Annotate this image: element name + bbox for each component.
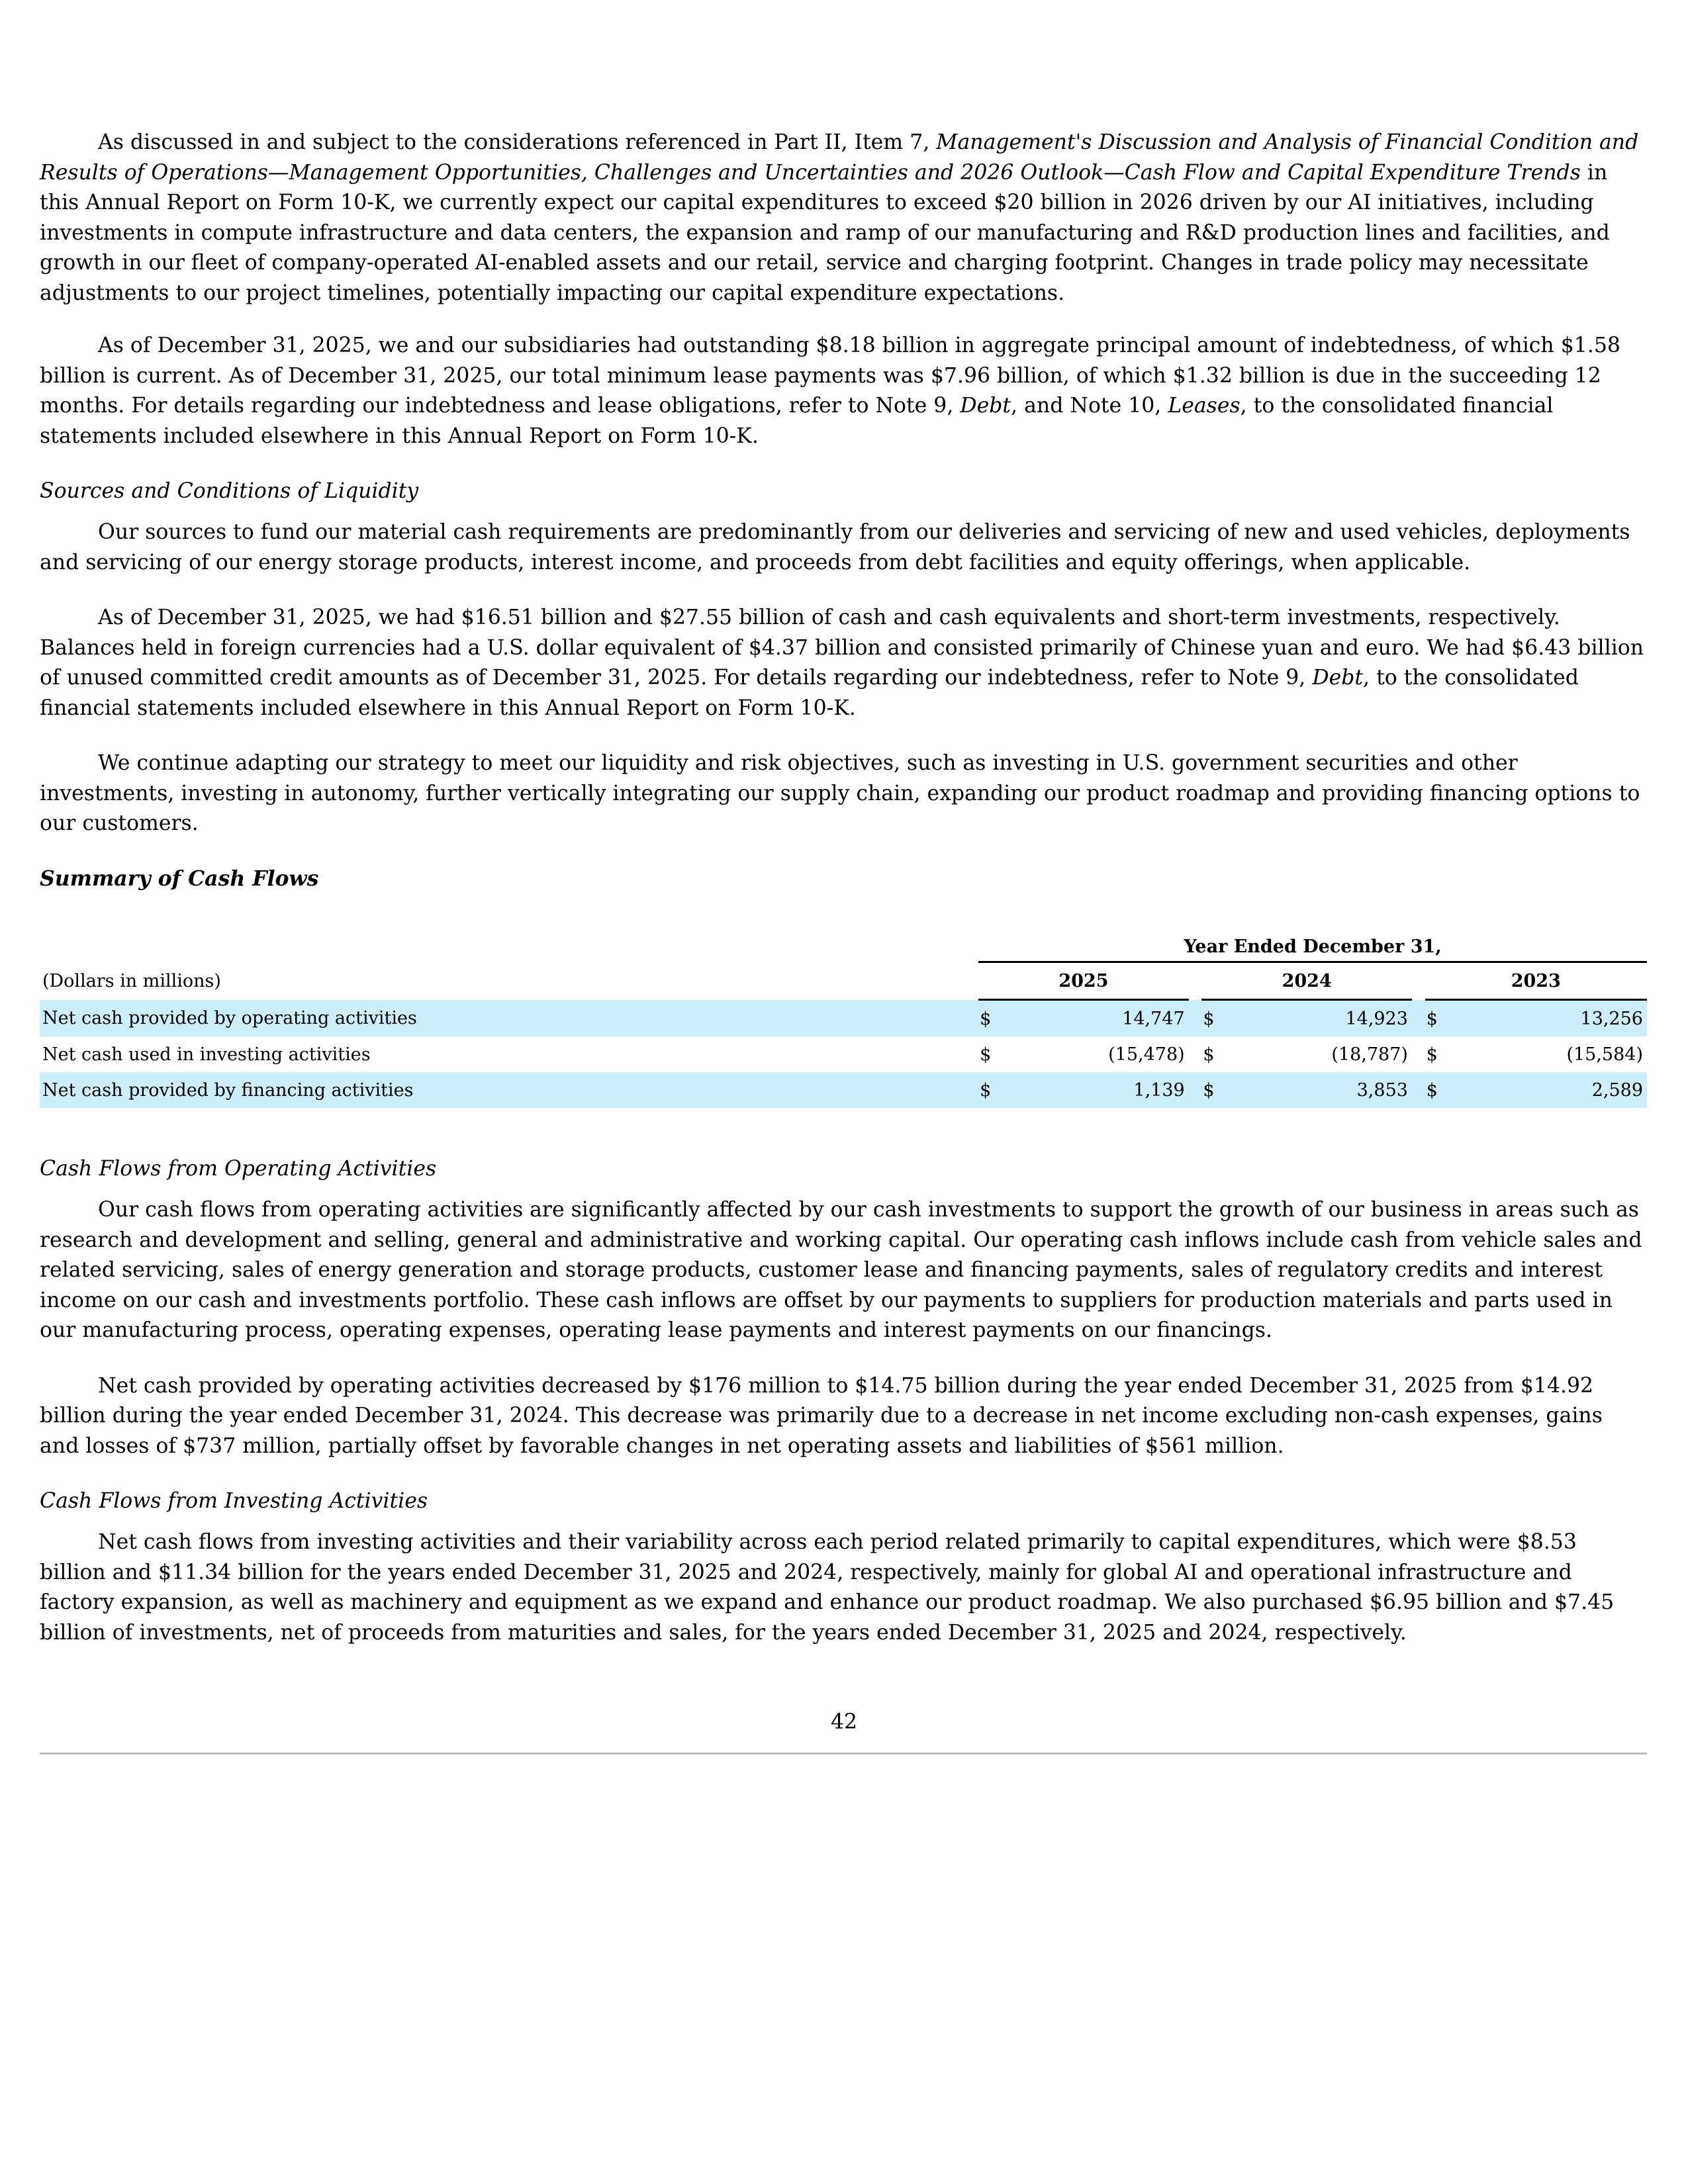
- paragraph-funding-sources: Our sources to fund our material cash requirements are predominantly from our deliveries and servicing of new and used vehicles, deployments and servicing of our energy storage products, interest income, and proceeds from debt facilities and equity offerings, when applicable.: [40, 520, 1630, 574]
- paragraph-strategy: We continue adapting our strategy to meet our liquidity and risk objectives, such as investing in U.S. government securities and other investments, investing in autonomy, further vertically integrating our supply chain, expanding our product roadmap and providing financing options to our customers.: [40, 751, 1640, 835]
- row-label: Net cash provided by operating activities: [40, 1000, 978, 1037]
- currency-symbol: $: [1201, 1072, 1221, 1108]
- table-row: [40, 1036, 1647, 1072]
- note-reference-debt: Debt: [960, 394, 1011, 418]
- cell-value: 14,923: [1221, 1000, 1412, 1037]
- summary-of-cash-flows-heading: Summary of Cash Flows: [40, 866, 319, 891]
- text-run: in this Annual Report on Form 10-K, we currently expect our capital expenditures to exceed $20 billion in 2026 driven by our AI initiatives, including investments in compute infrastructure and data centers, the expansion and ramp of our manufacturing and R&D production lines and facilities, and growth in our fleet of company-operated AI-enabled assets and our retail, service and charging footprint. Changes in trade policy may necessitate adjustments to our project timelines, potentially impacting our capital expenditure expectations.: [40, 160, 1610, 305]
- cell-value: 3,853: [1221, 1072, 1412, 1108]
- page-number: 42: [830, 1710, 858, 1734]
- currency-symbol: $: [1425, 1000, 1445, 1037]
- text-run: As of December 31, 2025, we and our subsidiaries had outstanding $8.18 billion in aggregate principal amount of indebtedness, of which $1.58 billion is current. As of December 31, 2025, our total minimum lease payments was $7.96 billion, of which $1.32 billion is due in the succeeding 12 months. For details regarding our indebtedness and lease obligations, refer to Note 9,: [40, 334, 1620, 418]
- year-header-2023: 2023: [1425, 962, 1647, 1000]
- paragraph-capex-outlook: [40, 128, 1647, 308]
- row-label: Net cash provided by financing activities: [40, 1072, 978, 1108]
- note-reference-debt: Debt: [1312, 666, 1364, 690]
- text-run: , and Note 10,: [1011, 394, 1168, 418]
- year-ended-header: Year Ended December 31,: [978, 927, 1647, 962]
- liquidity-heading: Sources and Conditions of Liquidity: [40, 479, 419, 503]
- document-body: [40, 128, 1647, 1673]
- paragraph-cash-balances: [40, 603, 1647, 723]
- cell-value: 1,139: [998, 1072, 1189, 1108]
- year-header-2024: 2024: [1201, 962, 1412, 1000]
- cross-reference-title: Management's Discussion and Analysis of Financial Condition and Results of Operations—Management Opportunities, Challenges and Uncertainties and 2026 Outlook—Cash Flow and Capital Expenditure Trends: [40, 130, 1639, 185]
- table-row: [40, 1000, 1647, 1037]
- cell-value: (15,584): [1566, 1044, 1643, 1065]
- paragraph-investing: Net cash flows from investing activities and their variability across each period related primarily to capital expenditures, which were $8.53 billion and $11.34 billion for the years ended December 31, 2025 and 2024, respectively, mainly for global AI and operational infrastructure and factory expansion, as well as machinery and equipment as we expand and enhance our product roadmap. We also purchased $6.95 billion and $7.45 billion of investments, net of proceeds from maturities and sales, for the years ended December 31, 2025 and 2024, respectively.: [40, 1530, 1615, 1645]
- table-header-blank: [40, 927, 978, 962]
- text-run: As of December 31, 2025, we had $16.51 billion and $27.55 billion of cash and cash equivalents and short-term investments, respectively. Balances held in foreign currencies had a U.S. dollar equivalent of $4.37 billion and consisted primarily of Chinese yuan and euro. We had $6.43 billion of unused committed credit amounts as of December 31, 2025. For details regarding our indebtedness, refer to Note 9,: [40, 606, 1644, 690]
- cell-value: 13,256: [1444, 1000, 1647, 1037]
- units-label: (Dollars in millions): [42, 970, 221, 991]
- row-label: Net cash used in investing activities: [42, 1044, 371, 1065]
- investing-activities-heading: Cash Flows from Investing Activities: [40, 1489, 428, 1513]
- cell-value: (18,787): [1331, 1044, 1408, 1065]
- currency-symbol: $: [1426, 1044, 1438, 1065]
- table-row: [40, 1072, 1647, 1108]
- currency-symbol: $: [1203, 1044, 1215, 1065]
- paragraph-operating-change: Net cash provided by operating activities decreased by $176 million to $14.75 billion during the year ended December 31, 2025 from $14.92 billion during the year ended December 31, 2024. This decrease was primarily due to a decrease in net income excluding non-cash expenses, gains and losses of $737 million, partially offset by favorable changes in net operating assets and liabilities of $561 million.: [40, 1373, 1603, 1458]
- paragraph-operating-drivers: Our cash flows from operating activities are significantly affected by our cash investments to support the growth of our business in areas such as research and development and selling, general and administrative and working capital. Our operating cash inflows include cash from vehicle sales and related servicing, sales of energy generation and storage products, customer lease and financing payments, sales of regulatory credits and interest income on our cash and investments portfolio. These cash inflows are offset by our payments to suppliers for production materials and parts used in our manufacturing process, operating expenses, operating lease payments and interest payments on our financings.: [40, 1198, 1642, 1342]
- currency-symbol: $: [1425, 1072, 1445, 1108]
- cash-flows-table: [40, 927, 1647, 1109]
- currency-symbol: $: [978, 1072, 998, 1108]
- currency-symbol: $: [978, 1000, 998, 1037]
- text-run: , to the consolidated financial statements included elsewhere in this Annual Report on Form 10-K.: [40, 666, 1579, 720]
- paragraph-indebtedness: [40, 331, 1647, 451]
- cell-value: 14,747: [998, 1000, 1189, 1037]
- text-run: As discussed in and subject to the considerations referenced in Part II, Item 7,: [98, 130, 937, 154]
- page-divider: [40, 1752, 1647, 1754]
- cell-value: 2,589: [1444, 1072, 1647, 1108]
- year-header-2025: 2025: [978, 962, 1189, 1000]
- currency-symbol: $: [1201, 1000, 1221, 1037]
- operating-activities-heading: Cash Flows from Operating Activities: [40, 1157, 437, 1181]
- text-run: , to the consolidated financial statements included elsewhere in this Annual Report on Form 10-K.: [40, 394, 1554, 448]
- currency-symbol: $: [980, 1044, 992, 1065]
- cell-value: (15,478): [1108, 1044, 1185, 1065]
- note-reference-leases: Leases: [1168, 394, 1241, 418]
